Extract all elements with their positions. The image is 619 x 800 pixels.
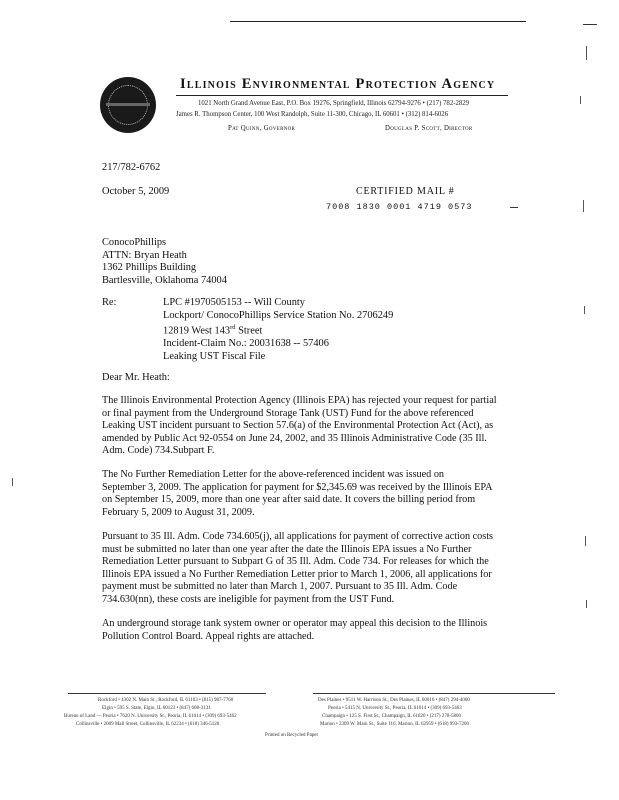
- recipient-line: Bartlesville, Oklahoma 74004: [102, 274, 227, 286]
- agency-seal-logo: [100, 77, 156, 133]
- footer-office: Des Plaines • 9511 W. Harrison St., Des Plaines, IL 60016 • (847) 294-4000: [318, 698, 470, 703]
- agency-name: Illinois Environmental Protection Agency: [180, 76, 496, 92]
- footer-office: Marion • 2309 W. Main St., Suite 116, Marion, IL 62959 • (618) 993-7200: [320, 722, 469, 727]
- recycled-paper-note: Printed on Recycled Paper: [265, 733, 319, 738]
- footer-office: Champaign • 125 S. First St., Champaign, IL 61820 • (217) 278-5800: [322, 714, 462, 719]
- re-line: Incident-Claim No.: 20031638 -- 57406: [163, 338, 329, 350]
- re-line: Leaking UST Fiscal File: [163, 350, 266, 362]
- phone-number: 217/782-6762: [102, 162, 161, 173]
- footer-office: Bureau of Land — Peoria • 7620 N. University St., Peoria, IL 61614 • (309) 693-5462: [64, 714, 237, 719]
- recipient-line: ConocoPhillips: [102, 237, 167, 248]
- margin-mark: [585, 536, 586, 546]
- margin-mark: [586, 600, 587, 608]
- margin-mark: [510, 207, 518, 208]
- paragraph-1: The Illinois Environmental Protection Agency (Illinois EPA) has rejected your request for partial or final payment from the Underground Storage Tank (UST) Fund for the above referenced Leaking UST incident pursuant to Section 57.6(a) of the Environmental Protection Act (Act), as amended by Public Act 92-0554 on June 24, 2002, and 35 Illinois Administrative Code (35 Ill. Adm. Code) 734.Subpart F.: [102, 395, 497, 457]
- footer-right-offices: [318, 697, 470, 729]
- certified-mail-number: 7008 1830 0001 4719 0573: [326, 202, 473, 212]
- top-rule: [230, 21, 526, 22]
- re-line: 12819 West 143rd Street: [163, 324, 263, 337]
- re-label: Re:: [102, 297, 117, 308]
- address-line-1: 1021 North Grand Avenue East, P.O. Box 19276, Springfield, Illinois 62794-9276 • (217) 782-2829: [198, 100, 470, 107]
- re-line: LPC #1970505153 -- Will County: [163, 297, 305, 308]
- recipient-line: 1362 Phillips Building: [102, 262, 197, 274]
- footer-office: Rockford • 4302 N. Main St., Rockford, IL 61103 • (815) 987-7760: [98, 698, 234, 703]
- salutation: Dear Mr. Heath:: [102, 372, 170, 383]
- margin-mark: [586, 46, 587, 60]
- paragraph-3: Pursuant to 35 Ill. Adm. Code 734.605(j), all applications for payment of corrective action costs must be submitted no later than one year after the date the Illinois EPA issues a No Further Remediation Letter pursuant to Subpart G of 35 Ill. Adm. Code 734. For releases for which the Illinois EPA issued a No Further Remediation Letter prior to March 1, 2006, all applications for payment must be submitted no later than March 1, 2007. Pursuant to 35 Ill. Adm. Code 734.630(nn), these costs are ineligible for payment from the UST Fund.: [102, 531, 493, 605]
- re-block: [163, 297, 393, 363]
- paragraph-2: The No Further Remediation Letter for the above-referenced incident was issued on September 3, 2009. The application for payment for $2,345.69 was received by the Illinois EPA on September 15, 2009, more than one year after said date. It covers the billing period from February 5, 2009 to August 31, 2009.: [102, 469, 493, 518]
- margin-mark: [580, 96, 581, 104]
- re-line: Lockport/ ConocoPhillips Service Station No. 2706249: [163, 309, 394, 321]
- director: Douglas P. Scott, Director: [385, 125, 473, 132]
- footer-rule-right: [313, 693, 555, 694]
- margin-mark: [12, 478, 13, 486]
- recipient-block: [102, 237, 227, 287]
- margin-mark: [584, 306, 585, 314]
- agency-rule: [176, 95, 508, 96]
- governor: Pat Quinn, Governor: [228, 125, 296, 132]
- certified-mail-label: CERTIFIED MAIL #: [356, 186, 455, 197]
- footer-office: Peoria • 5415 N. University St., Peoria, IL 61614 • (309) 693-5463: [328, 706, 462, 711]
- footer-office: Collinsville • 2009 Mall Street, Collinsville, IL 62234 • (618) 346-5120: [76, 722, 220, 727]
- paragraph-4: An underground storage tank system owner or operator may appeal this decision to the Illinois Pollution Control Board. Appeal rights are attached.: [102, 618, 488, 642]
- footer-left-offices: [64, 697, 237, 729]
- margin-mark: [583, 200, 584, 212]
- footer-rule-left: [68, 693, 266, 694]
- footer-office: Elgin • 595 S. State, Elgin, IL 60123 • (847) 608-3131: [102, 706, 211, 711]
- address-line-2: James R. Thompson Center, 100 West Randolph, Suite 11-300, Chicago, IL 60601 • (312) 814-6026: [176, 111, 449, 118]
- recipient-line: ATTN: Bryan Heath: [102, 249, 187, 261]
- top-dash: [583, 24, 597, 25]
- letter-date: October 5, 2009: [102, 186, 170, 197]
